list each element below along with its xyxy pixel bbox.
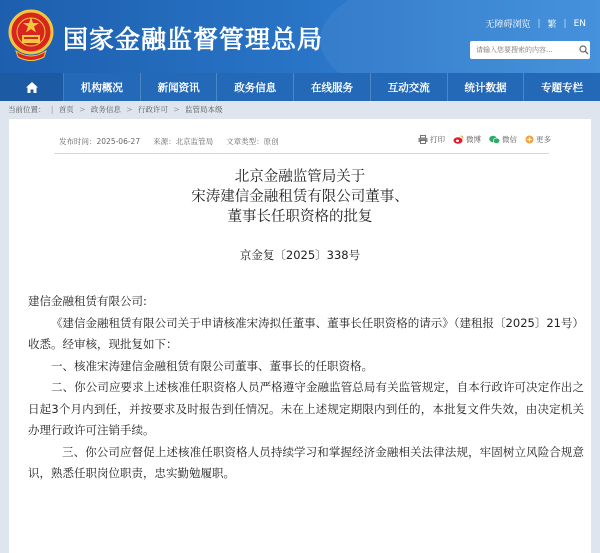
breadcrumb-government-info[interactable]: 政务信息 [90,105,121,114]
divider [54,153,549,154]
article-card [9,119,591,553]
search-input[interactable] [470,42,578,58]
nav-government-info[interactable]: 政务信息 [217,73,294,101]
wechat-share[interactable] [489,134,517,145]
article-source: 来源：北京监管局 [153,137,214,146]
document-number: 京金复〔2025〕338号 [239,248,361,262]
top-links [485,17,586,30]
weibo-label: 微博 [466,135,481,144]
wechat-label: 微信 [502,135,517,144]
breadcrumb-admin-license[interactable]: 行政许可 [137,105,168,114]
header-decoration [320,0,600,73]
breadcrumb-home[interactable]: 首页 [58,105,74,114]
publish-date: 发布时间：2025-06-27 [59,137,141,146]
nav-news[interactable]: 新闻资讯 [141,73,218,101]
article-meta [59,136,279,147]
weibo-icon [453,135,464,144]
breadcrumb [8,104,223,115]
separator: | [537,18,541,29]
search-button[interactable] [578,41,590,59]
title-line: 北京金融监管局关于 [234,169,366,185]
more-share[interactable] [525,134,551,145]
print-icon [418,135,428,144]
article-body [28,291,584,485]
share-bar [418,134,551,145]
separator: > [79,105,86,114]
nav-statistics[interactable]: 统计数据 [448,73,525,101]
paragraph: 《建信金融租赁有限公司关于申请核准宋涛拟任董事、董事长任职资格的请示》（建租报〔2025〕21号）收悉。经审核，现批复如下： [28,315,584,351]
breadcrumb-prefix: 当前位置： [8,105,46,114]
paragraph: 二、你公司应要求上述核准任职资格人员严格遵守金融监管总局有关监管规定，自本行政许可决定作出之日起3个月内到任，并按要求及时报告到任情况。未在上述规定期限内到任的，本批复文件失效，由决定机关办理行政许可注销手续。 [28,380,584,437]
addressee: 建信金融租赁有限公司: [28,294,147,308]
separator: | [563,18,567,29]
paragraph: 一、核准宋涛建信金融租赁有限公司董事、董事长的任职资格。 [51,358,373,373]
nav-special-topics[interactable]: 专题专栏 [541,81,584,94]
nav-interaction[interactable]: 互动交流 [371,73,448,101]
english-link[interactable]: EN [573,18,586,29]
more-label: 更多 [536,135,551,144]
more-icon [525,135,534,144]
article-title [9,167,591,227]
nav-online-service[interactable]: 在线服务 [294,73,371,101]
print-label: 打印 [430,135,445,144]
paragraph: 三、你公司应督促上述核准任职资格人员持续学习和掌握经济金融相关法律法规，牢固树立风险合规意识，熟悉任职岗位职责，忠实勤勉履职。 [28,444,584,480]
search-box [470,41,590,59]
accessibility-link[interactable]: 无障碍浏览 [485,20,531,30]
separator: | [50,105,54,114]
search-icon [579,45,589,55]
national-emblem-icon[interactable] [8,7,54,65]
title-line: 宋涛建信金融租赁有限公司董事、 [191,189,409,205]
print-button[interactable] [418,134,445,145]
title-line: 董事长任职资格的批复 [227,209,373,225]
site-title[interactable]: 国家金融监督管理总局 [63,25,324,54]
traditional-chinese-link[interactable]: 繁 [547,20,557,30]
wechat-icon [489,135,500,144]
main-nav [0,73,600,101]
separator: > [126,105,133,114]
article-type: 文章类型：原创 [226,137,279,146]
home-icon [25,81,39,94]
site-header [0,0,600,73]
nav-institution[interactable]: 机构概况 [64,73,141,101]
nav-home[interactable] [0,73,64,101]
separator: > [173,105,180,114]
breadcrumb-bureau[interactable]: 监管局本级 [185,105,223,114]
weibo-share[interactable] [453,134,481,145]
